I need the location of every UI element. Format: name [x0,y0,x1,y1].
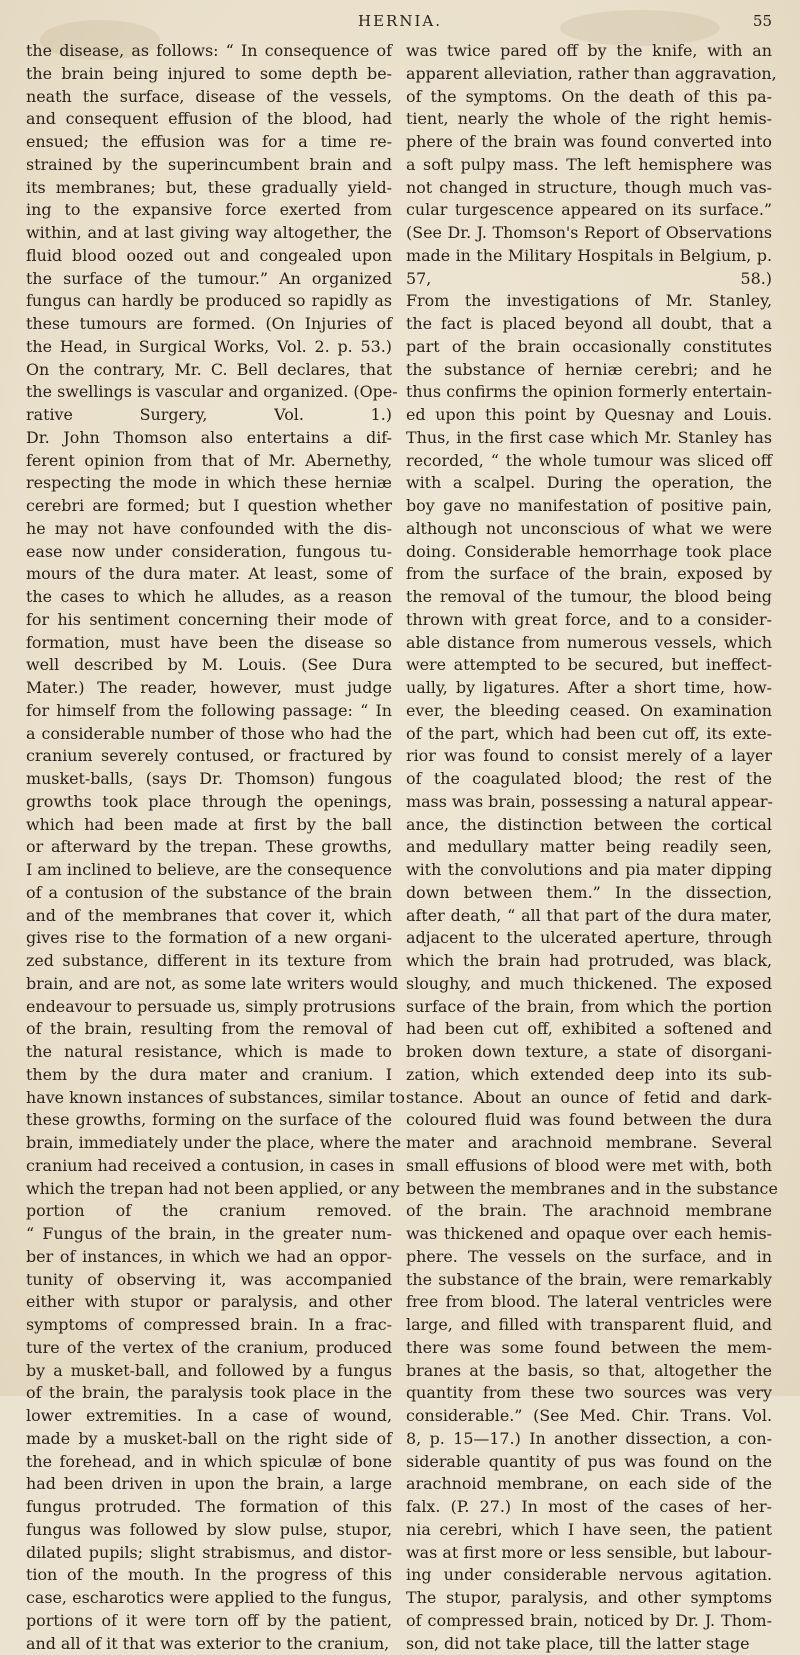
text-line: small effusions of blood were met with, both [406,1155,772,1178]
text-line: the disease, as follows: “ In consequence of [26,40,392,63]
text-line: Dr. John Thomson also entertains a dif- [26,427,392,450]
text-line: which the trepan had not been applied, or any [26,1178,392,1201]
text-line: have known instances of substances, similar to [26,1087,392,1110]
text-line: the substance of the brain, were remarkably [406,1269,772,1292]
text-line: phere. The vessels on the surface, and in [406,1246,772,1269]
text-line: well described by M. Louis. (See Dura [26,654,392,677]
text-line: (See Dr. J. Thomson's Report of Observations [406,222,772,245]
text-line: nia cerebri, which I have seen, the patient [406,1519,772,1542]
text-line: although not unconscious of what we were [406,518,772,541]
text-line: the swellings is vascular and organized. (Ope- [26,381,392,404]
right-text-column [406,40,772,1655]
text-line: either with stupor or paralysis, and other [26,1291,392,1314]
text-line: broken down texture, a state of disorgani- [406,1041,772,1064]
text-line: cerebri are formed; but I question whether [26,495,392,518]
text-line: rative Surgery, Vol. 1.) [26,404,392,427]
text-line: ensued; the effusion was for a time re- [26,131,392,154]
text-line: a soft pulpy mass. The left hemisphere was [406,154,772,177]
text-line: symptoms of compressed brain. In a frac- [26,1314,392,1337]
text-line: fungus protruded. The formation of this [26,1496,392,1519]
text-line: of the brain. The arachnoid membrane [406,1200,772,1223]
text-line: coloured fluid was found between the dura [406,1109,772,1132]
text-line: these growths, forming on the surface of the [26,1109,392,1132]
text-line: ferent opinion from that of Mr. Abernethy, [26,450,392,473]
text-line: thus confirms the opinion formerly entertain- [406,381,772,404]
text-line: musket-balls, (says Dr. Thomson) fungous [26,768,392,791]
text-line: fluid blood oozed out and congealed upon [26,245,392,268]
text-line: dilated pupils; slight strabismus, and distor- [26,1542,392,1565]
text-line: neath the surface, disease of the vessels, [26,86,392,109]
text-line: which the brain had protruded, was black, [406,950,772,973]
text-line: brain, and are not, as some late writers would [26,973,392,996]
page-number: 55 [753,12,772,30]
text-line: there was some found between the mem- [406,1337,772,1360]
text-line: with a scalpel. During the operation, the [406,472,772,495]
text-line: of the part, which had been cut off, its exte- [406,723,772,746]
text-line: respecting the mode in which these herniæ [26,472,392,495]
text-line: free from blood. The lateral ventricles were [406,1291,772,1314]
text-line: had been cut off, exhibited a softened and [406,1018,772,1041]
text-line: fungus was followed by slow pulse, stupor, [26,1519,392,1542]
text-line: and medullary matter being readily seen, [406,836,772,859]
text-line: 8, p. 15—17.) In another dissection, a con- [406,1428,772,1451]
text-line: able distance from numerous vessels, which [406,632,772,655]
text-line: was thickened and opaque over each hemis- [406,1223,772,1246]
text-line: mours of the dura mater. At least, some of [26,563,392,586]
text-line: the forehead, and in which spiculæ of bone [26,1451,392,1474]
text-line: ease now under consideration, fungous tu- [26,541,392,564]
text-line: zation, which extended deep into its sub- [406,1064,772,1087]
text-line: the fact is placed beyond all doubt, that a [406,313,772,336]
text-line: From the investigations of Mr. Stanley, [406,290,772,313]
text-line: rior was found to consist merely of a layer [406,745,772,768]
text-line: tion of the mouth. In the progress of this [26,1564,392,1587]
text-line: sloughy, and much thickened. The exposed [406,973,772,996]
text-line: from the surface of the brain, exposed by [406,563,772,586]
text-line: formation, must have been the disease so [26,632,392,655]
text-line: portions of it were torn off by the patient, [26,1610,392,1633]
text-line: of a contusion of the substance of the brain [26,882,392,905]
running-head [0,8,800,38]
text-line: thrown with great force, and to a consider- [406,609,772,632]
text-line: son, did not take place, till the latter stage [406,1633,772,1655]
text-line: of the brain, resulting from the removal of [26,1018,392,1041]
text-line: siderable quantity of pus was found on the [406,1451,772,1474]
text-line: had been driven in upon the brain, a large [26,1473,392,1496]
text-line: large, and filled with transparent fluid, and [406,1314,772,1337]
text-line: made in the Military Hospitals in Belgium, p. [406,245,772,268]
text-line: On the contrary, Mr. C. Bell declares, that [26,359,392,382]
text-line: was twice pared off by the knife, with an [406,40,772,63]
running-title: HERNIA. [0,12,800,30]
text-line: of the brain, the paralysis took place in the [26,1382,392,1405]
text-line: ed upon this point by Quesnay and Louis. [406,404,772,427]
text-line: recorded, “ the whole tumour was sliced off [406,450,772,473]
text-line: endeavour to persuade us, simply protrusions [26,996,392,1019]
text-line: ing under considerable nervous agitation. [406,1564,772,1587]
text-line: Thus, in the first case which Mr. Stanley has [406,427,772,450]
text-line: or afterward by the trepan. These growths, [26,836,392,859]
text-line: cranium severely contused, or fractured by [26,745,392,768]
text-line: branes at the basis, so that, altogether the [406,1360,772,1383]
text-line: was at first more or less sensible, but labour- [406,1542,772,1565]
text-line: ber of instances, in which we had an oppor- [26,1246,392,1269]
text-line: a considerable number of those who had the [26,723,392,746]
text-line: cular turgescence appeared on its surface.” [406,199,772,222]
text-line: within, and at last giving way altogether, the [26,222,392,245]
text-line: doing. Considerable hemorrhage took place [406,541,772,564]
text-line: zed substance, different in its texture from [26,950,392,973]
text-line: these tumours are formed. (On Injuries of [26,313,392,336]
text-line: cranium had received a contusion, in cases in [26,1155,392,1178]
text-line: 57, 58.) [406,268,772,291]
text-line: of the symptoms. On the death of this pa- [406,86,772,109]
text-line: boy gave no manifestation of positive pain, [406,495,772,518]
text-line: made by a musket-ball on the right side of [26,1428,392,1451]
text-line: falx. (P. 27.) In most of the cases of her- [406,1496,772,1519]
text-line: he may not have confounded with the dis- [26,518,392,541]
text-line: which had been made at first by the ball [26,814,392,837]
text-line: its membranes; but, these gradually yield- [26,177,392,200]
text-line: stance. About an ounce of fetid and dark- [406,1087,772,1110]
text-line: ing to the expansive force exerted from [26,199,392,222]
text-line: of compressed brain, noticed by Dr. J. Thom- [406,1610,772,1633]
text-line: and of the membranes that cover it, which [26,905,392,928]
text-line: arachnoid membrane, on each side of the [406,1473,772,1496]
text-line: considerable.” (See Med. Chir. Trans. Vol. [406,1405,772,1428]
text-line: the removal of the tumour, the blood being [406,586,772,609]
text-line: part of the brain occasionally constitutes [406,336,772,359]
text-line: case, escharotics were applied to the fungus, [26,1587,392,1610]
text-line: brain, immediately under the place, where the [26,1132,392,1155]
text-line: quantity from these two sources was very [406,1382,772,1405]
text-line: lower extremities. In a case of wound, [26,1405,392,1428]
text-line: the cases to which he alludes, as a reason [26,586,392,609]
text-line: The stupor, paralysis, and other symptoms [406,1587,772,1610]
text-line: of the coagulated blood; the rest of the [406,768,772,791]
text-line: were attempted to be secured, but ineffect- [406,654,772,677]
text-line: between the membranes and in the substance [406,1178,772,1201]
text-line: the surface of the tumour.” An organized [26,268,392,291]
text-line: after death, “ all that part of the dura mater, [406,905,772,928]
text-line: and consequent effusion of the blood, had [26,108,392,131]
text-line: the substance of herniæ cerebri; and he [406,359,772,382]
text-line: ture of the vertex of the cranium, produced [26,1337,392,1360]
text-line: adjacent to the ulcerated aperture, through [406,927,772,950]
text-line: the brain being injured to some depth be- [26,63,392,86]
text-line: I am inclined to believe, are the consequence [26,859,392,882]
text-line: mass was brain, possessing a natural appear- [406,791,772,814]
text-line: with the convolutions and pia mater dipping [406,859,772,882]
text-line: the natural resistance, which is made to [26,1041,392,1064]
text-line: and all of it that was exterior to the cranium, [26,1633,392,1655]
text-line: portion of the cranium removed. [26,1200,392,1223]
text-line: for himself from the following passage: “ In [26,700,392,723]
text-line: the Head, in Surgical Works, Vol. 2. p. 53.) [26,336,392,359]
text-line: growths took place through the openings, [26,791,392,814]
text-line: by a musket-ball, and followed by a fungus [26,1360,392,1383]
text-line: “ Fungus of the brain, in the greater num- [26,1223,392,1246]
text-line: strained by the superincumbent brain and [26,154,392,177]
left-text-column [26,40,392,1655]
text-line: phere of the brain was found converted into [406,131,772,154]
text-line: Mater.) The reader, however, must judge [26,677,392,700]
text-line: mater and arachnoid membrane. Several [406,1132,772,1155]
text-line: ually, by ligatures. After a short time, how- [406,677,772,700]
text-line: gives rise to the formation of a new organi- [26,927,392,950]
text-line: down between them.” In the dissection, [406,882,772,905]
text-line: for his sentiment concerning their mode of [26,609,392,632]
text-line: tient, nearly the whole of the right hemis- [406,108,772,131]
text-line: tunity of observing it, was accompanied [26,1269,392,1292]
text-line: apparent alleviation, rather than aggravation, [406,63,772,86]
text-line: ever, the bleeding ceased. On examination [406,700,772,723]
text-line: fungus can hardly be produced so rapidly as [26,290,392,313]
text-line: them by the dura mater and cranium. I [26,1064,392,1087]
text-line: surface of the brain, from which the portion [406,996,772,1019]
text-line: not changed in structure, though much vas- [406,177,772,200]
text-line: ance, the distinction between the cortical [406,814,772,837]
